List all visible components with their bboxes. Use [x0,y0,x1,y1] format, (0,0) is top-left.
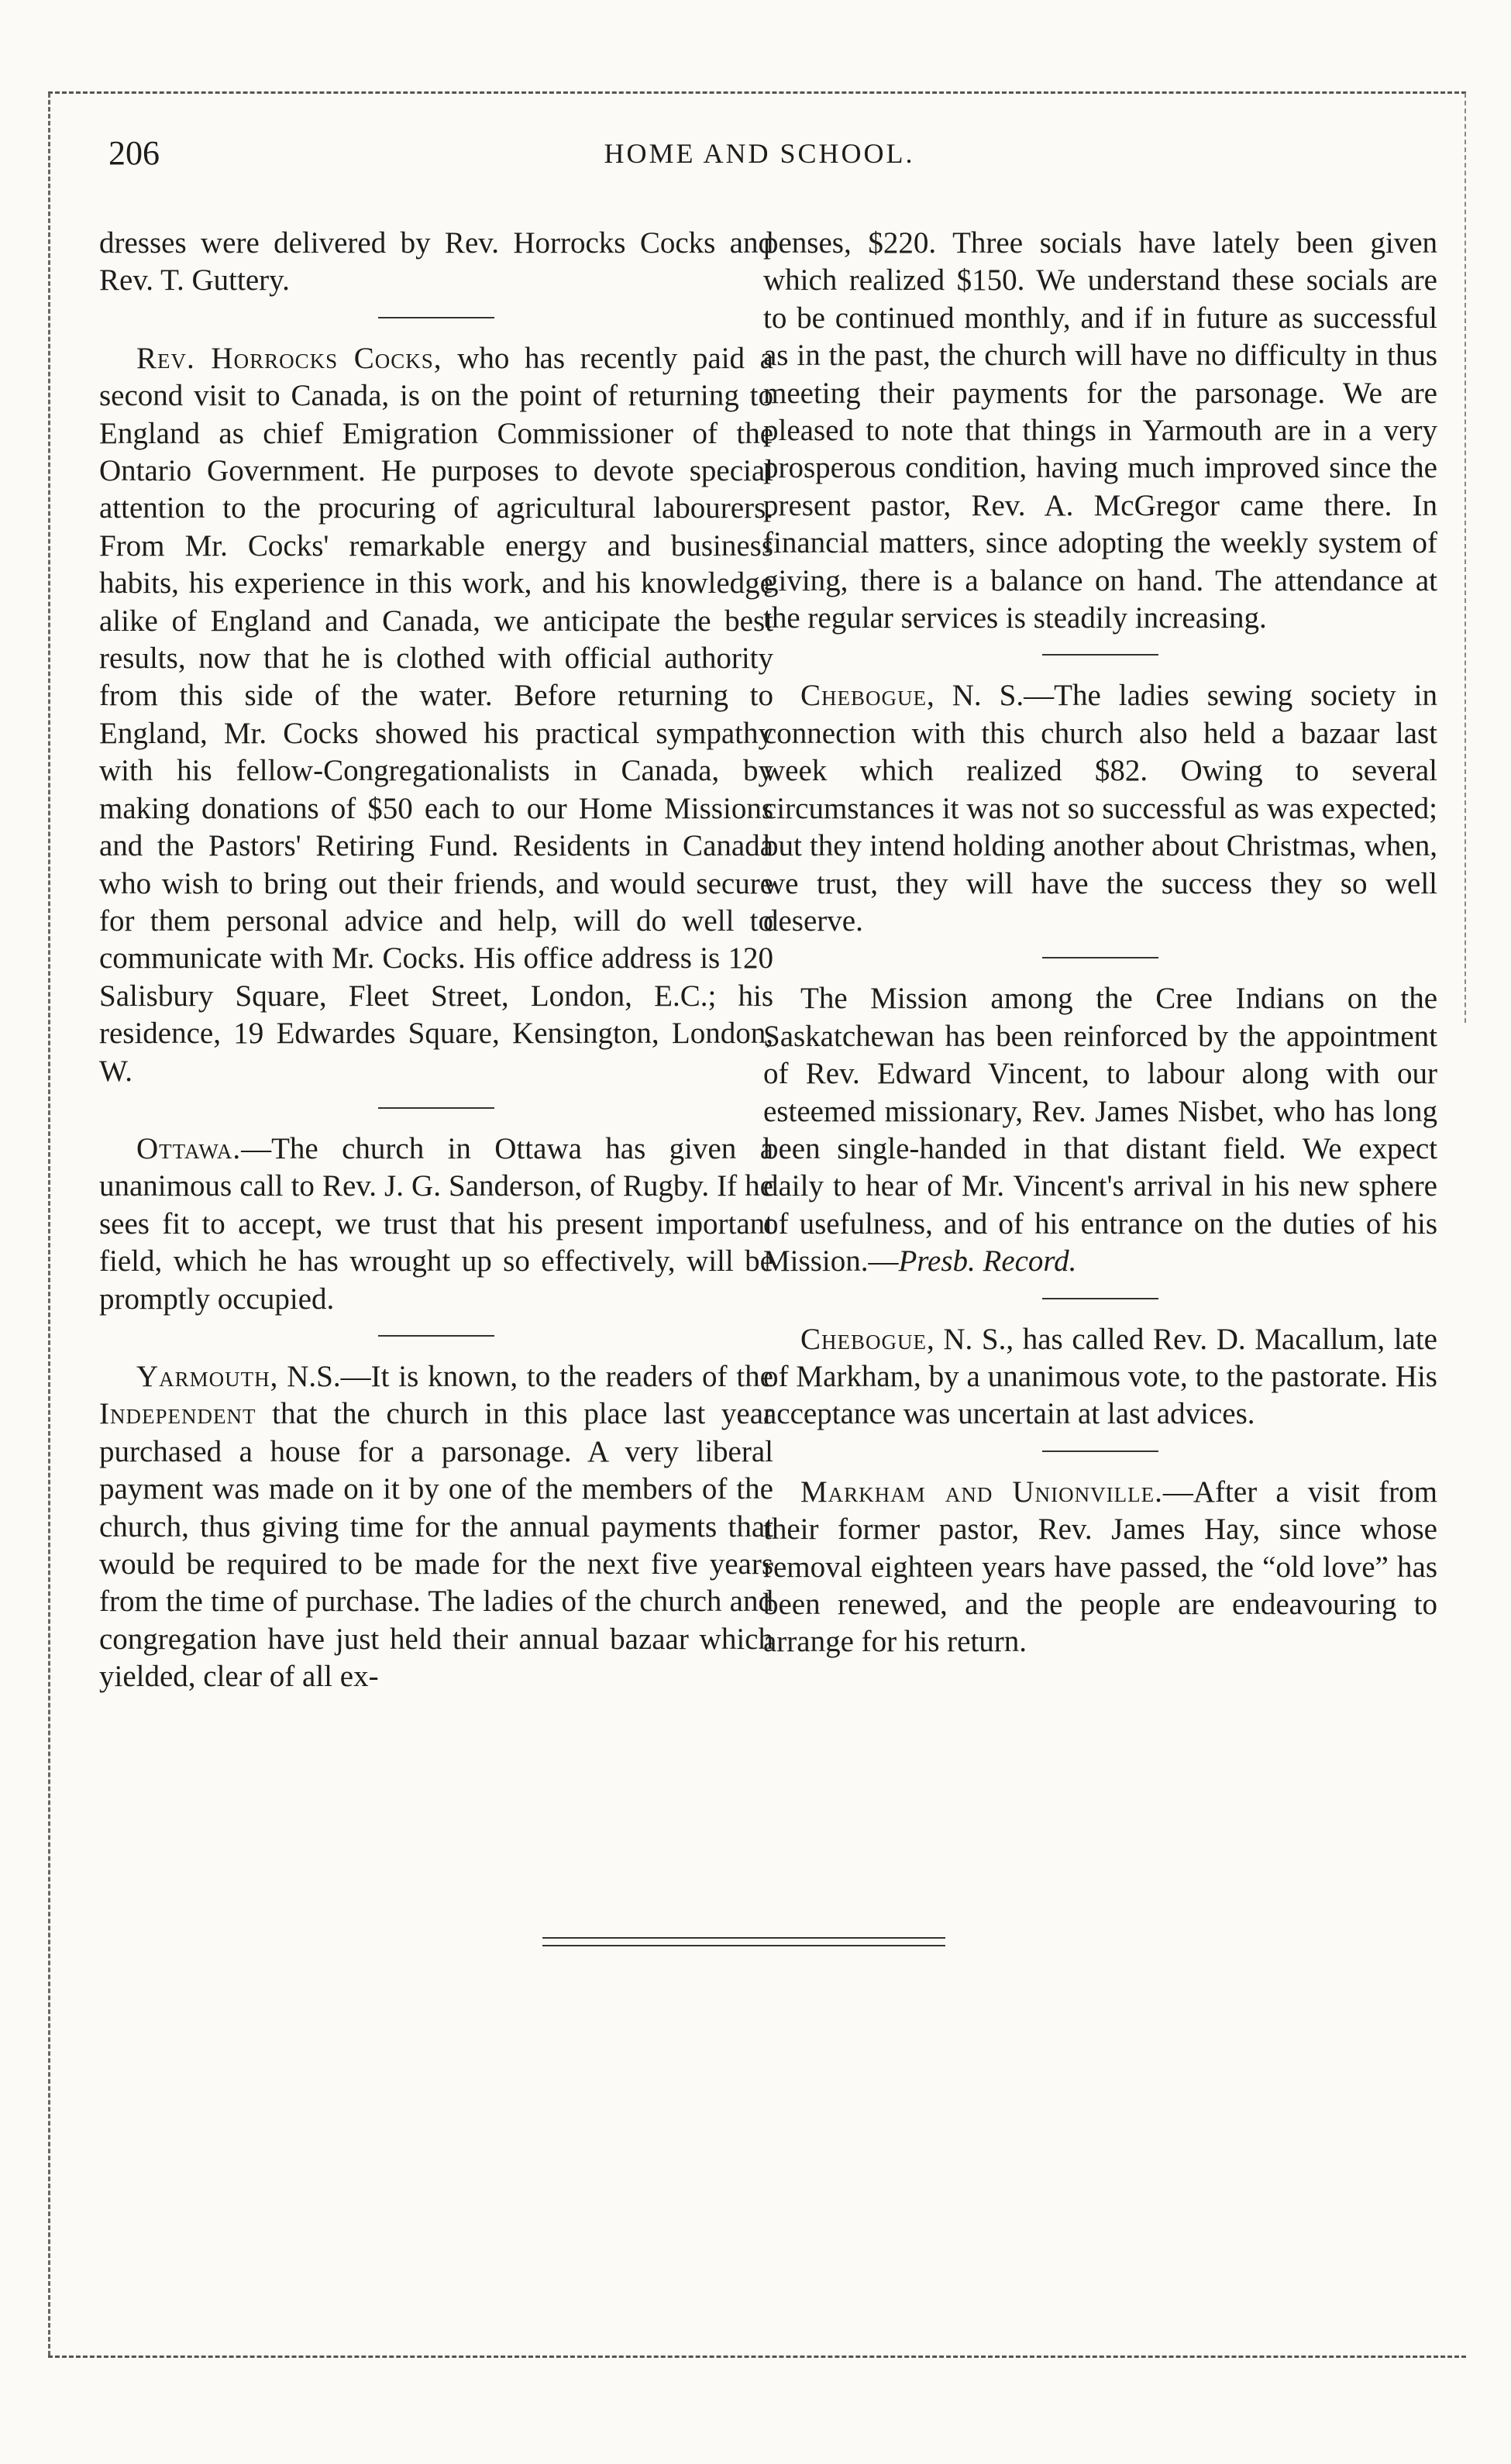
page-border-left [48,93,50,2356]
end-rule-top [542,1937,945,1939]
section-separator [1042,1298,1158,1299]
section-separator [1042,654,1158,656]
article-yarmouth [99,1358,773,1696]
article-body: , N.S.—It is known, to the readers of the [270,1359,773,1393]
article-cree-mission [763,980,1437,1280]
article-body: —After a visit from their former pastor, Rev. James Hay, since whose removal eighteen years have passed, the “old love” has been renewed, and the people are endeavouring to arrange for his return. [763,1475,1437,1659]
article-lead: Chebogue [800,1322,928,1356]
article-lead: Markham and Unionville. [800,1475,1163,1509]
article-horrocks-cocks [99,340,773,1090]
article-continuation: dresses were delivered by Rev. Horrocks Cocks and Rev. T. Guttery. [99,226,773,298]
article-lead: Rev. Horrocks Cocks, [136,341,442,375]
article-continuation: penses, $220. Three socials have lately been given which realized $150. We understand these socials are to be continued monthly, and if in future as successful as in the past, the church will have no difficulty in thus meeting their payments for the parsonage. We are pleased to note that things in Yarmouth are in a very prosperous condition, having much improved since the present pastor, Rev. A. McGregor came there. In financial matters, since adopting the weekly system of giving, there is a balance on hand. The attendance at the regular services is steadily increasing. [763,226,1437,635]
right-column [763,225,1437,1661]
left-column [99,225,773,1696]
article-body: , N. S.—The ladies sewing society in connection with this church also held a bazaar last week which realized $82. Owing to several circumstances it was not so successful as was expected; but they intend holding another about Christmas, when, we trust, they will have the success they so well deserve. [763,679,1437,938]
article-body: that the church in this place last year purchased a house for a parsonage. A very liberal payment was made on it by one of the members of the church, thus giving time for the annual payments that would be required to be made for the next five years from the time of purchase. The ladies of the church and congregation have just held their annual bazaar which yielded, clear of all ex- [99,1397,773,1694]
page-border-bottom [48,2356,1466,2358]
article-chebogue-bazaar [763,677,1437,940]
article-lead: Chebogue [800,679,928,713]
section-separator [378,317,494,318]
section-separator [1042,1451,1158,1452]
article-body: —The church in Ottawa has given a unanimous call to Rev. J. G. Sanderson, of Rugby. If he sees fit to accept, we trust that his present important field, which he has wrought up so effectively, will be promptly occupied. [99,1131,773,1316]
article-body: who has recently paid a second visit to Canada, is on the point of returning to England as chief Emigration Commissioner of the Ontario Government. He purposes to devote special attention to the procuring of agricultural labourers. From Mr. Cocks' remarkable energy and business habits, his experience in this work, and his knowledge alike of England and Canada, we anticipate the best results, now that he is clothed with official authority from this side of the water. Before returning to England, Mr. Cocks showed his practical sympathy with his fellow-Congregationalists in Canada, by making donations of $50 each to our Home Missions and the Pastors' Retiring Fund. Residents in Canada who wish to bring out their friends, and would secure for them personal advice and help, will do well to communicate with Mr. Cocks. His office address is 120 Salisbury Square, Fleet Street, London, E.C.; his residence, 19 Edwardes Square, Kensington, London, W. [99,341,773,1088]
article-body: The Mission among the Cree Indians on the Saskatchewan has been reinforced by the appointment of Rev. Edward Vincent, to labour along with our esteemed missionary, Rev. James Nisbet, who has long been single-handed in that distant field. We expect daily to hear of Mr. Vincent's arrival in his new sphere of usefulness, and of his entrance on the duties of his Mission.— [763,982,1437,1278]
article-body: , N. S., has called Rev. D. Macallum, late of Markham, by a unanimous vote, to the pastorate. His acceptance was uncertain at last advices. [763,1322,1437,1431]
newspaper-name: Independent [99,1397,256,1431]
page-header [108,130,1410,177]
section-separator [1042,957,1158,958]
running-head: HOME AND SCHOOL. [604,138,915,169]
article-lead: Yarmouth [136,1359,270,1393]
article-ottawa [99,1130,773,1318]
section-separator [378,1335,494,1337]
page-number: 206 [108,134,160,172]
article-chebogue-call [763,1321,1437,1433]
end-rule-bottom [542,1945,945,1946]
article-lead: Ottawa. [136,1131,242,1165]
page-border-right [1465,93,1466,1023]
section-separator [378,1107,494,1109]
article-markham-unionville [763,1474,1437,1661]
article-source: Presb. Record. [898,1244,1077,1278]
page-border-top [48,91,1466,94]
